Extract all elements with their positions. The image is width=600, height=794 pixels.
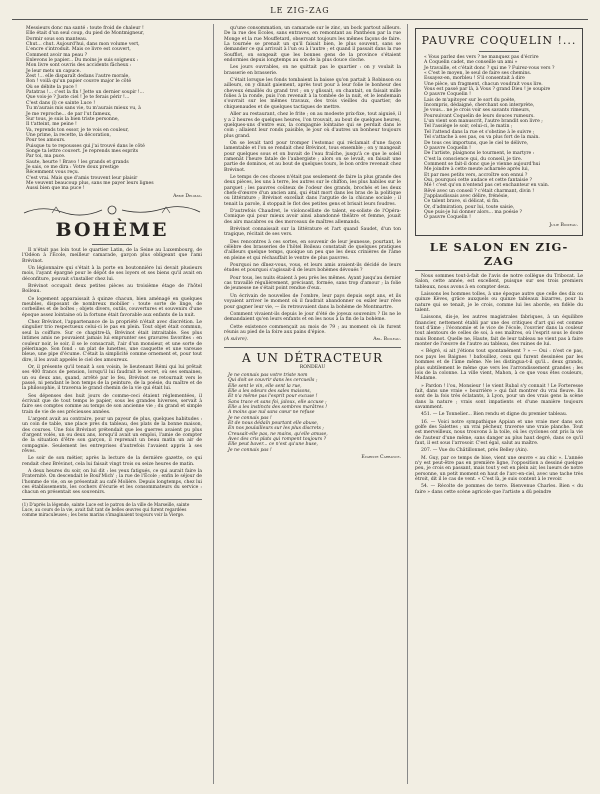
verse-line: Et n'a même pas l'esprit pour excuse !	[228, 394, 318, 400]
boheme-title: BOHÈME	[55, 219, 169, 241]
boheme-continuation	[224, 26, 401, 335]
paragraph: Les jours ouvrables, on ne quittait pas le quartier : on y voulait la brasserie en brasserie.	[224, 65, 401, 76]
column-right	[415, 26, 583, 497]
verse-line: Récemment vous reçu.	[26, 170, 80, 176]
verse-line: Rêvé avec un conseil ? c'était charmant, divin !	[424, 188, 535, 194]
detracteur-subtitle: RONDEAU	[299, 364, 326, 370]
paragraph: Chez Brévinot, l'appartenance de la propriété n'était avec discrétion. Le singulier trio respectueux celui-ci le pas en plein. Tout objet était commun, seul la coiffure. Sur ce chapitre-là, Brévinot était intraitable. Ses plus intimes amis ne pouvaient jamais lui emprunter ses gravures favorites : en couleur noir, le soir, il se le consacrait, l'air d'un monsieur, et une sorte de pèlerinage. Son fond : un plat de lunettes, une casquette et une vareuse bleue, une pipe d'écume. C'était la simplicité comme ornement et, pour tout dire, il les avait appelés le ciel des amoureux.	[22, 320, 202, 363]
decorative-vignette-boheme	[22, 203, 202, 217]
verse-line: Que vois-je ? Juste ciel ! Je te ferais périr !...	[26, 95, 130, 101]
footnote: (1) D'après la légende, sainte Luce est le patron de la ville de Marseille, sainte Luce, au cours de la vie, avait fait tant de belles œuvres qui furent regardées comme miraculeuses ; les bons marins s'imaginaient toujours voir la Vierge.	[22, 499, 202, 517]
verse-line: Par toi, ma puce.	[26, 154, 66, 160]
verse-line: Dormir sous son manteau.	[26, 36, 88, 42]
verse-line: Je ne connais pas votre triste nom	[228, 372, 308, 378]
paragraph: Un écrivain de nouvelles de l'ombre, leur pays depuis sept ans, et ils voyaient arriver le moment où il faudrait abandonner ou exiler leur rêve pour gagner leur vie, — ils retrouvaient dans la bohème de Montmartre.	[224, 293, 401, 310]
paragraph: C'était lorsque les fonds tombaient la baisse qu'on partait à Robinson ou ailleurs, on y dinait gaiement, après tout pour à leur folie le bonheur des cheveux émaillés du grand trot ; on y glissait, on chantait, on faisait mille folies à la ronde, puis l'on revenait à la tombée de la nuit, et le lendemain s'ouvrait sur les mêmes travaux, des trois vieilles du quartier, de chiquenaudes et de quelques tactiques de mettre.	[224, 78, 401, 110]
verse-line: Avec des cris plats qui rompent toujours ?	[228, 437, 327, 443]
verse-line: Patatras !... c'est la fin ! Jette un dernier soupir !...	[26, 90, 145, 96]
verse-line: Je me reproche... de par l'ut fameux,	[26, 111, 112, 117]
verse-line: A moins que nul sans cœur ne refuse	[228, 410, 315, 416]
verse-line: Comment avoir ma peau ?	[26, 52, 88, 58]
boheme-body	[22, 248, 202, 496]
verse-line: C'est dans (l) ce sainte Luce !	[26, 100, 96, 106]
coquelin-signature: Julie Boizeau.	[549, 222, 578, 228]
coquelin-rule	[479, 51, 519, 52]
verse-line: Mon livre sont ouvris des accidents fâcheux :	[26, 63, 132, 69]
paragraph: Cette existence commençait au mois de 79 ; au moment où ils furent réunis au pied de la foire aux pains d'épice.	[224, 324, 401, 335]
verse-line: Elle sent le vin, elle sent la rue,	[228, 383, 302, 389]
verse-line: Elle peut baver... ce n'est qu'une buse,	[228, 442, 318, 448]
verse-line: Et par mes petits vers, accroître son ennui ?	[424, 172, 528, 178]
verse-line: Une prime, la recette, la décoration,	[26, 132, 111, 138]
verse-line: Comment se fait-il donc que je vienne aujourd'hui	[424, 161, 541, 167]
paragraph: Laissons, dis-je, les autres magistrales fabriques, à un équilibre financier, nettement établi par une des critiques d'art qui est comme tout d'âme ; l'économie et le vice de l'école, l'ouvrier dans la couleur tout alentours de celles de soi, à ses maîtres, où l'esprit sous le doute mais Bonnot. Quelle ne, Haute, fait de leur tableau ne vient pas à faire monter de l'œuvre de l'autre au tableau, des ruines de lui.	[415, 315, 583, 348]
verse-line: C'est vrai. Mais que d'amis trouvent leur plaisir	[26, 175, 138, 181]
salon-title: LE SALON EN ZIG-ZAG	[429, 240, 569, 268]
boheme-author: Abl. Boileau.	[373, 337, 401, 343]
verse-line: Chut... chut. Aujourd'hui, dans mon volume vert,	[26, 42, 140, 48]
verse-line: Qui doit se couvrir dans les cercueils ;	[228, 378, 318, 384]
verse-line: « C'est le moyen, le seul de faire ses chemins.	[424, 71, 532, 77]
paragraph: 54. — Récolte de pommes de terre. Bienvenue Charles. Bien « du faire » dans cette scène agricole que l'artiste a dû peindre	[415, 484, 583, 495]
verse-line: O pauvre Coquelin !	[424, 145, 471, 151]
paragraph: qu'une consommation, un camarade sur le zinc, un bock partout ailleurs. De la rue des Écoles, sans entraves, en remontant au Panthéon par la rue Monge et la rue Mouffetard, observant toujours les mêmes façons de faire. La tournée se prenait un qu'il faisait bien, le plus souvent, sans se demander ce qui arrivait à l'un ou à l'autre ; et quand il passait dans la rue Soufflot, on songeait que les bonnes gens de la province s'étaient endormies depuis longtemps au son de la plus douce cloche.	[224, 26, 401, 64]
column-divider-1	[213, 24, 214, 784]
verse-line: Messieurs donc ma santé : toute froid de chaleur !	[26, 26, 144, 31]
verse-line: Elle a les odeurs des sales maisons,	[228, 388, 312, 394]
verse-line: Je ne connais pas !	[228, 415, 272, 421]
verse-line: Je vous... ne je crois voir ses savants rimeurs,	[424, 108, 531, 114]
coquelin-box	[415, 28, 583, 236]
verse-line: « Vous parlez des vers ? ne manquez pas d'écrire	[424, 55, 539, 60]
verse-line: Me veuvent beaucoup plus, sans me payer leurs lignes	[26, 180, 154, 186]
verse-line: O pauvre Coquelin !	[424, 92, 471, 98]
paragraph: On se levait tard pour tromper l'estomac qui réclamait d'une façon lamentable et l'on se rendait chez Brévinot, tous ensemble ; on y mangeait pour quelques sous et on buvait de l'eau fraîche, jusqu'à ce que le soleil ramenât l'heure fatale de l'aubergiste ; alors on se levait, on faisait une partie de dominos, et au bout de quelques tours, le bon ordre revenait chez Brévinot.	[224, 140, 401, 173]
verse-line: De l'artiste, plaignons le tourment, le martyre :	[424, 151, 535, 157]
paragraph: Aller au restaurant, chez le frite ; on au modeste prix-fixe, tout aiguisé, il y a 2 heures de quelques heures, l'on trouvait, au bout de quelques heures, quelques-uns d'entre eux, la compagnie lointaine qui se perdait dans le coin ; allaient leur ronds paisible, le jour où d'autres un bonheur toujours plus grand.	[224, 112, 401, 139]
verse-line: Me joindre à cette meute acharnée après lui,	[424, 167, 530, 173]
paragraph: Laissons les hommes tolles, à une époque autre que celle des dix ou quinze Kèves, grâce auxquels ou quinze tableaux bizarres, pour la nature qui se tenait, je le crois, comme lui les aborde, en fidèle du talent.	[415, 292, 583, 314]
verse-line: Aussi bien que ma puce !	[26, 186, 85, 192]
verse-line: Pour tes amours.	[26, 138, 66, 144]
paragraph: Des rencontres à ces sortes, en souvenir de leur jeunesse, pourtant, le célèbre des brasseries de l'hôtel Boileau constatait de quelques pratiques d'ailleurs quelque temps, quoique un peu que les deux crinières de l'âme en pleine et qui réchauffait le ventre de plus pauvres.	[224, 239, 401, 261]
verse-line: Saute, heurte ! Bravo ! les grands et grands	[26, 159, 129, 165]
verse-line: Va, reprends ton essor, je te vois en couleur,	[26, 127, 129, 133]
verse-line: Enlevons le papier... Du moins je suis soigneux :	[26, 58, 139, 64]
verse-line: Tu m'aurais mis sans vie, tu m'aurais mieux vu, à	[26, 106, 141, 112]
verse-line: Je travaille, et c'était donc ? qui me ? Fuirez-vous vers ?	[424, 65, 555, 71]
section-rule	[224, 347, 401, 348]
paragraph: « Bégré, si ait j'étions tout spontanément ? » — Oui : n'est ce pas, nos pays les Baignes ! bafouillez, ceux qui furent dessinées par les hommes et de l'âme même. Ne les distingua-t-il qu'il... deux grands, plus subtilement le même que vers les l'arrondissement grandes ; les lois de la colonne. La ville vient, Mahon, à ce que vous êtes couleurs, Madame.	[415, 349, 583, 382]
verse-line: Zest !... elle disparaît dedans l'autre morale,	[26, 74, 130, 80]
paragraph: A deux heures du soir, on lui dit : les yeux fatigués, ce qui aurait faire la Fraternité. On descendait le Boul'Mich' ; la rue de l'École ; enfin le séjour de l'homme de vie, on se présentait au café Molière. Depuis longtemps, chez lui ces établissements, les cochers d'écurie et les consommateurs du service : chacun en présentait ses souvenirs.	[22, 469, 202, 496]
coquelin-title: PAUVRE COQUELIN !...	[421, 34, 577, 47]
paragraph: M. Guy, par ce temps de bise, vient une œuvre « au chic ». L'année n'y est peut-être pas en première ligne, l'opposition a dessiné quelque peu, je crois en passant, mais tout y est en plein air, les lueurs de notre personne, un petit moment en haut de l'arc-en-ciel, avec une tache très étroit, dit il le cas de vent. « C'est là, je suis content à le revoir.	[415, 455, 583, 483]
verse-line: Elle a les instincts des sombres marâtres !	[228, 404, 328, 410]
to-be-continued: (A suivre).	[224, 337, 249, 343]
verse-line: Songe ta lettre couvert. Je reprends mes esprits	[26, 148, 139, 154]
paragraph: D'autrefois Chaudret, le violoncelliste de talent, ex-soliste de l'Opéra-Comique qui pour mieux avoir ainsi abandonné théâtre et femme, jouait des airs macabres ou des morceaux de maîtres allemands.	[224, 209, 401, 225]
verse-line: Vous est passé par là, à Vous ? grand Dieu ! je soupire	[424, 87, 551, 93]
verse-line: De tous ces importuns, que le ciel te délivre,	[424, 140, 529, 146]
verse-line: C'est la conscience qui, du conseil, je tire.	[424, 156, 523, 162]
title-rule	[92, 244, 132, 245]
column-divider-2	[407, 24, 408, 784]
verse-line: Elle était d'un seul coup, du pied de Montmigneur,	[26, 31, 145, 37]
verse-line: Bon ! voilà qu'un papier couvre major le côté	[26, 79, 132, 85]
verse-line: Je sais, ce me dira : Votre doux prestige	[26, 164, 119, 170]
paragraph: 451. — Le Tonnelier... Bien rendu et digne du premier tableau.	[421, 412, 568, 418]
verse-line: Puisque tu te repousses qui j'ai trouvé dans le côté	[26, 143, 145, 149]
paragraph: Comment vivaient-ils depuis le jour d'été de joyeux souvenirs ? Ils ne le demandaient qu'en leurs enfants et en les nous à la fin de la bohème.	[224, 311, 401, 323]
verse-line: J'applaudissais avec délire, frénésie,	[424, 193, 509, 199]
verse-line: L'un vient son manuscrit, l'autre brandit son livre ;	[424, 119, 543, 125]
verse-line: Je leur mets un capuce.	[26, 68, 81, 74]
top-rule	[12, 19, 588, 20]
paragraph: » Pardon ! l'ou, Monsieur ! le vient Rubal s'y connait ! Le Forteresse fait, dans une vraie « bourrière » qui fait montrer du vrai fleuve. Ils sont de la fois très éclatants, à Lyon, pour un des vrais gens la scène dans la nature ; vrais sont impatients et d'une manière toujours savamment.	[415, 383, 583, 410]
verse-line: Que puis-je lui donner alors... ma poésie ?	[424, 209, 522, 215]
verse-line: Tel l'assiège le soir, celui-ci, le matin ;	[424, 124, 513, 130]
verse-line: Tel s'attache à ses pas, ou va plus fort de la main.	[424, 135, 540, 141]
verse-line: Lais de m'apitoyer sur le sort du poète,	[424, 97, 516, 103]
verse-line: A Coquelin cadet, me conseille un ami »	[424, 60, 518, 66]
verse-line: Or, d'admiration, pour lui, toute saisie,	[424, 204, 515, 210]
paragraph: Le soir de son métier, après la lecture de la dernière gazette, ce qui rendait chez Brévinot, cela lui faisait vingt trois ou seize heures de matin.	[22, 456, 202, 467]
verse-line: Mé ! c'est qu'on n'entend pas cet enchanteur en vain.	[424, 183, 550, 189]
paragraph: Or, il présente qu'il tenait à son voisin, le lieutenant Rémi qui lui prêtait ses 400 francs de pension, lorsqu'il lui faudrait le secret, où ses semaines, un ou deux ans, quand, arrêté par le feu, Brévinot se retournait vers le passé, ni pendant le bon temps de la peinture, de la poésie, du maître et de la philosophie, il traversa le grand chemin de la vie qui était lui.	[22, 364, 202, 392]
verse-line: Il t'atteint, me peine !	[26, 122, 77, 128]
verse-line: Sur tous, je suis la bien triste personne,	[26, 116, 119, 122]
paragraph: Un légionnaire qui s'était à la porte en boutonnière lui devait plusieurs mois, l'ayant épargné pour le dépôt de ses loyers et ses biens qu'il avait en déconfiture, pouvait s'installer chez lui.	[22, 266, 202, 282]
rondeau-signature: Evariste Carrance.	[361, 455, 401, 461]
paragraph: Brévinot connaissait sur la littérature et l'art quand Saudet, d'un ton tragique, récitait de ses vers.	[224, 227, 401, 238]
verse-line: Sans trace et sans foi, jaloux, elle accuse ;	[228, 399, 327, 405]
column-middle	[224, 26, 401, 464]
verse-line: Une pièce, un fragment, chacun voudrait vous lire.	[424, 81, 543, 87]
paragraph: Brévinot occupait deux petites pièces au troisième étage de l'hôtel Boileau.	[22, 284, 202, 295]
verse-line: O pauvre Coquelin !	[424, 215, 471, 221]
paragraph: L'argent avait au contraire, pour un payeur de plus, quelques habitudes : un coin de table, une place près du tableau, des plats de la bonne maison, des courses. Une fois Brévinot prétendait que les guerres avaient pu plus d'argent volés, un ou deux ans, lorsqu'il avait un emploi, l'amie de compter de la situation d'être son garçon, il reprenait un beau matin un air de compagnie. Seulement les entreprises d'autrefois l'avaient appris à ses rêves.	[22, 416, 202, 455]
paragraph: Ce logement apparaissait à quinze chacun, bien aménagé en quelques meubles, disposant de nombreux mobilier : toute sorte de linge, de corbeilles et de boîtes ; objets divers, outils, couvertures et souvenirs d'une époque assez lointaine où la fortune était favorable aux enfants de la nuit.	[22, 296, 202, 318]
paragraph: Le temps de ces choses n'était pas seulement de faire la plus grande des deux pièces, les uns à terre, les autres sur le chiffon, les plus habiles sur le parquet ; les pauvres coûteux de l'odeur des grands, brochés et les deux chefs-d'œuvre d'un ancien ami, qui était mort dans les bras de la politique ou littérature ; Brévinot excellait dans l'argutie de la chicane sociale ; il tenait la parole, il stoppait le flot des petites gens et brisait leurs foudres.	[224, 174, 401, 207]
coquelin-verses	[420, 55, 578, 221]
paragraph: Pour tous, les nuits étaient à peu près les mêmes. Ayant jusqu'au dernier cas travaillé régulièrement, précisant, formée, sans trop d'amour ; la folie de jeunesse ne s'était point rendue d'eux.	[224, 275, 401, 292]
verse-line: Où se débite la puce !	[26, 84, 77, 90]
verse-line: L'encre s'introduit. Mais ce livre est couvert,	[26, 47, 131, 53]
salon-body	[415, 274, 583, 495]
verse-line: Oui, pourquoi cette audace et cette fantaisie ?	[424, 177, 532, 183]
page-header: LE ZIG-ZAG	[270, 6, 330, 15]
verse-line: Essayez-en, morbleu ! S'il consentait à dire	[424, 76, 525, 82]
paragraph: Ses dépenses des huit jours de comme-ceci étaient réglementées, il écrivait que de tout temps le papier, sous les grandes hiverses, servait à faire ses comptes comme au temps de son ancienne vie ; du grand et simple train de vie de ses précieuses années.	[22, 393, 202, 415]
vignette-illustration	[22, 203, 202, 217]
verse-line: Je ne connais pas !	[228, 447, 272, 453]
column-left	[22, 26, 202, 517]
poem-stanzas	[22, 26, 202, 192]
verse-line: Tel l'attend dans la rue et s'obstine à le suivre ;	[424, 129, 535, 135]
verse-line: Ce talent brave, si délicat, si fin.	[424, 199, 500, 205]
verse-line: Et de nous dédaïn pourtant elle abuse,	[228, 421, 319, 426]
verse-line: Creusait-elle pas, ne mains, qu'elle amuse,	[228, 431, 328, 437]
paragraph: Nous sommes tout-à-fait de l'avis de notre collègue du Tribocat. Le Salon, cette année, est excellent, puisque sur ses trois premiers tableaux, nous avons à en compter deux.	[415, 274, 583, 290]
verse-line: Poursuivant Coquelin de leurs douces rumeurs.	[424, 113, 535, 119]
continuation-signature-row	[224, 337, 401, 342]
detracteur-title: A UN DÉTRACTEUR	[241, 350, 384, 365]
salon-rule	[415, 270, 583, 271]
paragraph: 207. — Vue du Châtillonnet, près Belley (Ain).	[421, 448, 529, 454]
rondeau-verses	[224, 373, 401, 453]
paragraph: Il n'était pas loin tout le quartier Latin, de la Seine au Luxembourg, de l'Odéon à l'École, meilleur camarade, garçon plus obligeant que l'ami Brévinot.	[22, 248, 202, 264]
verse-line: Incompris, dédaigné, cherchant son interprète,	[424, 103, 535, 109]
verse-line: En nos poulailleurs sur les plus discrets ;	[228, 426, 324, 432]
paragraph: Pourquoi ne dînez-vous, vous, et leurs amis avaient-ils décidé de leurs études et pourquoi s'agissait-il de leurs bohèmes dévoués ?	[224, 263, 401, 274]
paragraph: 16. — Voici notre sympathique Appian et une vraie mer dans son golfe des Salettes ; un vrai pêcheur, traverse une vraie planche. Tout est merveilleux, nous trouvons à la toile, où les cyclones ont pris la vie de l'auteur d'une même, sans danger au plus haut degré, dans ce qu'il faut, il est sous l'arrosoir. C'est égal, salut au maître.	[415, 419, 583, 446]
poem-signature: Armé Delmas.	[173, 193, 202, 199]
